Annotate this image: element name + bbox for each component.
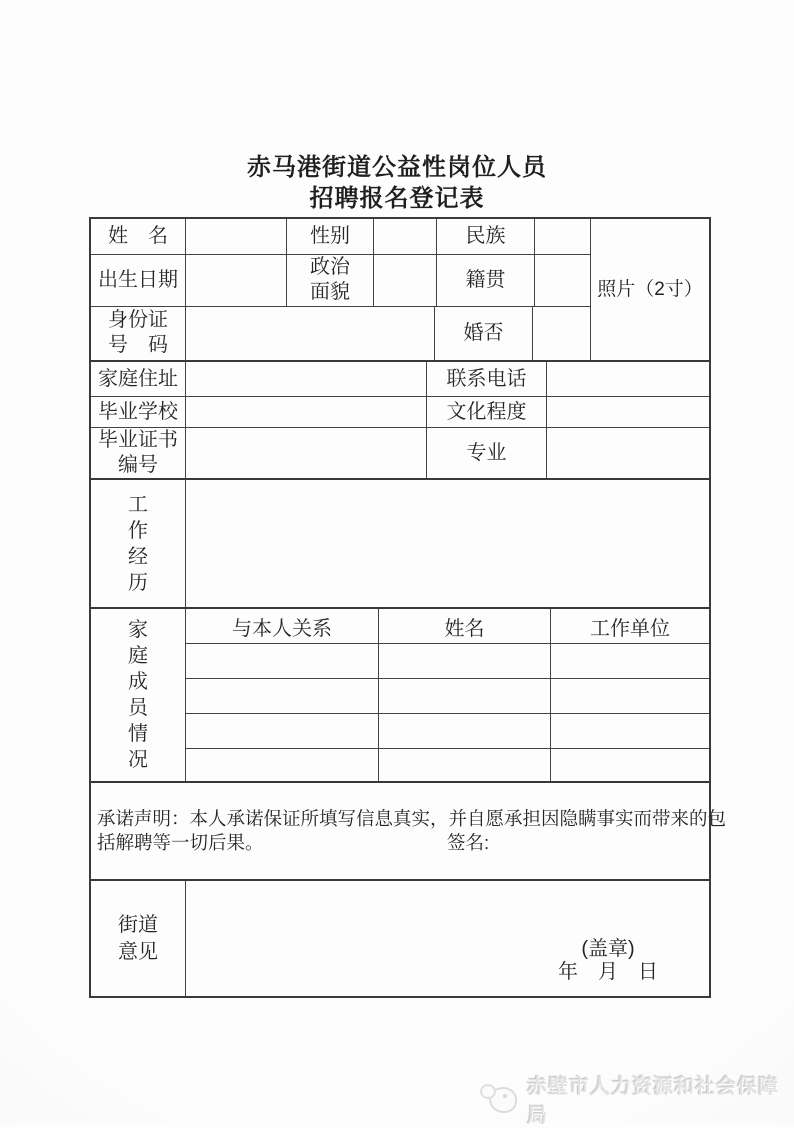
certificate-no-value-cell	[186, 428, 427, 478]
family-row	[186, 714, 709, 749]
family-workunit-cell	[551, 679, 709, 713]
family-name-cell	[379, 714, 551, 748]
registration-form-table	[89, 217, 727, 998]
native-place-value-cell	[535, 255, 590, 306]
birth-date-value-cell	[186, 255, 287, 306]
school-row	[91, 397, 709, 428]
org-logo-icon	[479, 1083, 518, 1115]
family-members-section	[91, 609, 709, 783]
family-name-cell	[379, 749, 551, 781]
form-title-line1: 赤马港街道公益性岗位人员	[247, 154, 547, 181]
contact-phone-value-cell	[547, 362, 709, 396]
signature-label: 签名:	[447, 832, 490, 853]
street-opinion-area	[186, 881, 709, 996]
gender-label: 性别	[287, 219, 374, 254]
certificate-no-label: 毕业证书 编号	[91, 428, 186, 478]
name-value-cell	[186, 219, 287, 254]
work-experience-row	[91, 480, 709, 609]
declaration-text	[91, 783, 732, 879]
family-members-label: 家庭成员情况	[91, 609, 186, 781]
birth-date-label: 出生日期	[91, 255, 186, 306]
graduate-school-label: 毕业学校	[91, 397, 186, 427]
political-status-label: 政治 面貌	[287, 255, 374, 306]
family-relation-cell	[186, 714, 379, 748]
contact-phone-label: 联系电话	[427, 362, 547, 396]
id-number-label: 身份证 号 码	[91, 307, 186, 360]
family-workunit-cell	[551, 749, 709, 781]
work-experience-area	[186, 480, 709, 607]
seal-date-block	[533, 938, 683, 984]
ethnicity-value-cell	[535, 219, 590, 254]
form-title-line2: 招聘报名登记表	[309, 185, 485, 212]
declaration-line2: 括解聘等一切后果。	[97, 832, 264, 853]
date-label: 年 月 日	[558, 961, 658, 983]
family-workunit-header: 工作单位	[590, 617, 670, 640]
family-members-table	[186, 609, 709, 781]
seal-label: (盖章)	[581, 938, 635, 960]
major-value-cell	[547, 428, 709, 478]
family-name-cell	[379, 679, 551, 713]
political-status-value-cell	[374, 255, 437, 306]
family-workunit-cell	[551, 714, 709, 748]
org-name: 赤壁市人力资源和社会保障局	[527, 1076, 780, 1127]
home-address-label: 家庭住址	[91, 362, 186, 396]
work-experience-label: 工作经历	[91, 480, 186, 607]
photo-cell: 照片（2寸）	[590, 219, 709, 360]
form-title	[0, 152, 794, 214]
graduate-school-value-cell	[186, 397, 427, 427]
family-name-cell	[379, 644, 551, 678]
family-relation-header: 与本人关系	[186, 609, 379, 643]
declaration-line1: 承诺声明：本人承诺保证所填写信息真实，并自愿承担因隐瞒事实而带来的包	[97, 808, 727, 829]
native-place-label: 籍贯	[437, 255, 535, 306]
ethnicity-label: 民族	[437, 219, 535, 254]
education-level-value-cell	[547, 397, 709, 427]
marital-status-label: 婚否	[435, 307, 533, 360]
name-label: 姓 名	[91, 219, 186, 254]
gender-value-cell	[374, 219, 437, 254]
street-opinion-label: 街道意见	[91, 881, 186, 996]
marital-status-value-cell	[533, 307, 590, 360]
family-header-row	[186, 609, 709, 644]
family-relation-cell	[186, 644, 379, 678]
declaration-row	[91, 783, 727, 881]
major-label: 专业	[427, 428, 547, 478]
certificate-row	[91, 428, 709, 480]
id-number-value-cell	[186, 307, 435, 360]
footer-watermark	[479, 1070, 794, 1128]
family-workunit-cell	[551, 644, 709, 678]
family-relation-cell	[186, 679, 379, 713]
family-name-header: 姓名	[379, 609, 551, 643]
family-row	[186, 749, 709, 781]
education-level-label: 文化程度	[427, 397, 547, 427]
address-row	[91, 362, 709, 397]
family-row	[186, 644, 709, 679]
family-row	[186, 679, 709, 714]
home-address-value-cell	[186, 362, 427, 396]
personal-info-section	[91, 219, 709, 362]
street-opinion-row	[91, 881, 709, 996]
family-relation-cell	[186, 749, 379, 781]
